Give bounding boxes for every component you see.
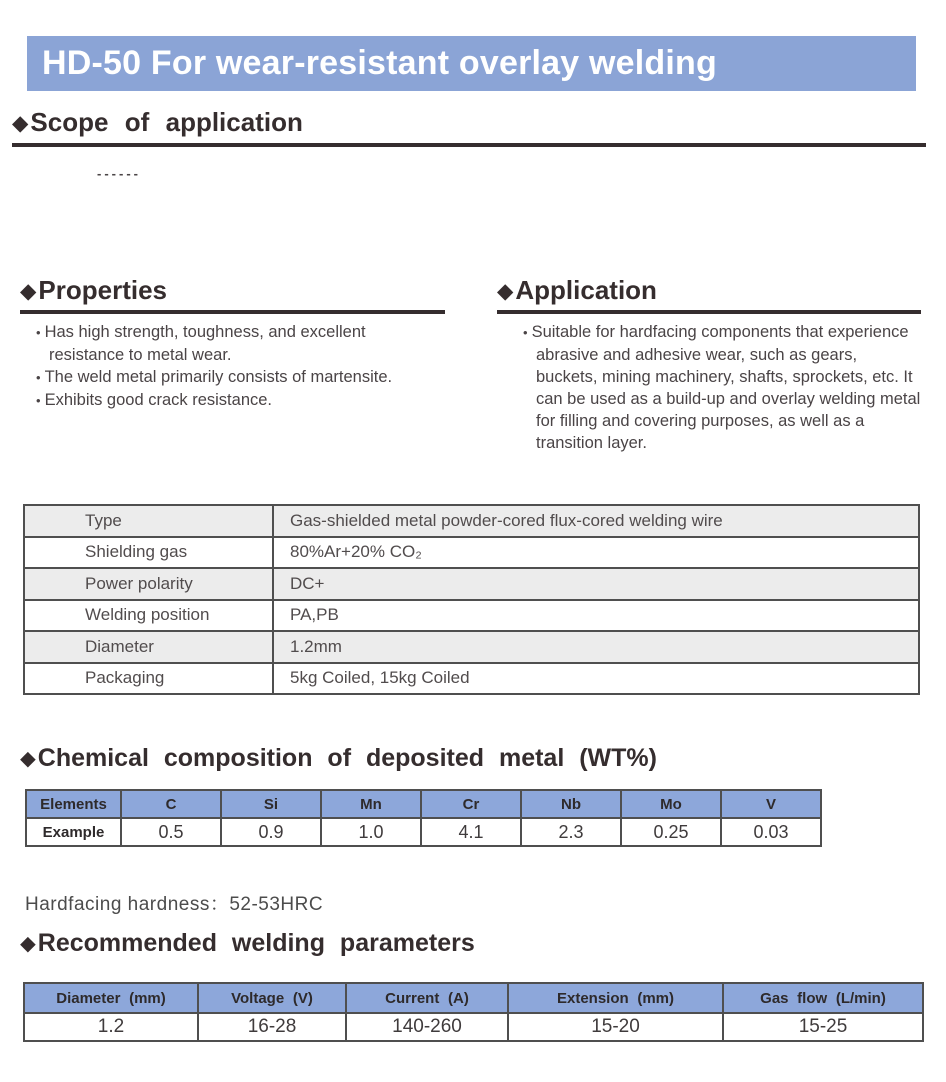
chemical-heading-label: Chemical composition of deposited metal (WT%): [37, 744, 657, 772]
parameters-heading: [20, 929, 475, 958]
application-text: Suitable for hardfacing components that experience abrasive and adhesive wear, such as gears, buckets, mining machinery, shafts, sprockets, etc. It can be used as a build-up and overlay welding metal for filling and covering purposes, as well as a transition layer.: [531, 323, 921, 452]
column-header: Mo: [621, 790, 721, 818]
diamond-icon: ◆: [20, 747, 36, 770]
application-heading-label: Application: [515, 275, 657, 305]
table-row: [24, 600, 919, 632]
row-value-cell: 5kg Coiled, 15kg Coiled: [273, 663, 919, 695]
row-value-cell: PA,PB: [273, 600, 919, 632]
list-item: [36, 321, 438, 366]
chemical-table: [25, 789, 822, 847]
table-cell: 0.03: [721, 818, 821, 846]
table-row: [26, 818, 821, 846]
title-banner: [27, 36, 916, 91]
bullet-icon: •: [36, 370, 41, 385]
scope-heading: [12, 107, 303, 138]
list-item: [523, 321, 923, 454]
parameters-table: [23, 982, 924, 1042]
diamond-icon: ◆: [20, 932, 36, 955]
scope-heading-label: Scope of application: [30, 107, 303, 137]
list-item: [36, 389, 438, 412]
column-header: Cr: [421, 790, 521, 818]
property-text: The weld metal primarily consists of martensite.: [44, 368, 393, 386]
table-row: [24, 568, 919, 600]
table-row: [24, 1013, 923, 1041]
application-list: [523, 321, 923, 454]
properties-heading-label: Properties: [38, 275, 167, 305]
bullet-icon: •: [36, 325, 41, 340]
column-header: C: [121, 790, 221, 818]
properties-divider: [20, 310, 445, 314]
table-cell: 1.0: [321, 818, 421, 846]
row-label-cell: Type: [24, 505, 273, 537]
column-header: Elements: [26, 790, 121, 818]
table-row: [24, 663, 919, 695]
table-cell: 1.2: [24, 1013, 198, 1041]
chemical-heading: [20, 744, 657, 773]
spec-table: [23, 504, 920, 695]
row-value-cell: 80%Ar+20% CO₂: [273, 537, 919, 569]
table-row: [24, 505, 919, 537]
table-cell: 2.3: [521, 818, 621, 846]
diamond-icon: ◆: [497, 279, 514, 303]
hardness-note: Hardfacing hardness：52-53HRC: [25, 894, 324, 915]
table-cell: 0.25: [621, 818, 721, 846]
table-cell: 4.1: [421, 818, 521, 846]
diamond-icon: ◆: [20, 279, 37, 303]
column-header: Mn: [321, 790, 421, 818]
table-cell: 15-25: [723, 1013, 923, 1041]
bullet-icon: •: [523, 325, 528, 340]
list-item: [36, 366, 438, 389]
row-label-cell: Packaging: [24, 663, 273, 695]
column-header: Current (A): [346, 983, 508, 1013]
row-value-cell: Gas-shielded metal powder-cored flux-cored welding wire: [273, 505, 919, 537]
row-label-cell: Power polarity: [24, 568, 273, 600]
row-value-cell: DC+: [273, 568, 919, 600]
table-row: [24, 631, 919, 663]
scope-divider: [12, 143, 926, 147]
table-cell: 140-260: [346, 1013, 508, 1041]
application-heading: [497, 275, 657, 306]
table-cell: 16-28: [198, 1013, 346, 1041]
properties-heading: [20, 275, 167, 306]
properties-list: [36, 321, 438, 412]
row-label-cell: Shielding gas: [24, 537, 273, 569]
table-cell: 0.9: [221, 818, 321, 846]
column-header: Voltage (V): [198, 983, 346, 1013]
row-label-cell: Example: [26, 818, 121, 846]
column-header: V: [721, 790, 821, 818]
table-row: [24, 537, 919, 569]
column-header: Extension (mm): [508, 983, 723, 1013]
diamond-icon: ◆: [12, 111, 29, 135]
column-header: Gas flow (L/min): [723, 983, 923, 1013]
table-cell: 15-20: [508, 1013, 723, 1041]
column-header: Nb: [521, 790, 621, 818]
row-value-cell: 1.2mm: [273, 631, 919, 663]
row-label-cell: Diameter: [24, 631, 273, 663]
table-cell: 0.5: [121, 818, 221, 846]
column-header: Diameter (mm): [24, 983, 198, 1013]
bullet-icon: •: [36, 393, 41, 408]
parameters-heading-label: Recommended welding parameters: [37, 929, 475, 957]
table-header-row: [26, 790, 821, 818]
property-text: Has high strength, toughness, and excellent resistance to metal wear.: [44, 323, 366, 364]
row-label-cell: Welding position: [24, 600, 273, 632]
application-divider: [497, 310, 921, 314]
page-title: HD-50 For wear-resistant overlay welding: [42, 44, 717, 82]
scope-content: ------: [97, 166, 141, 181]
table-header-row: [24, 983, 923, 1013]
property-text: Exhibits good crack resistance.: [44, 391, 273, 409]
column-header: Si: [221, 790, 321, 818]
